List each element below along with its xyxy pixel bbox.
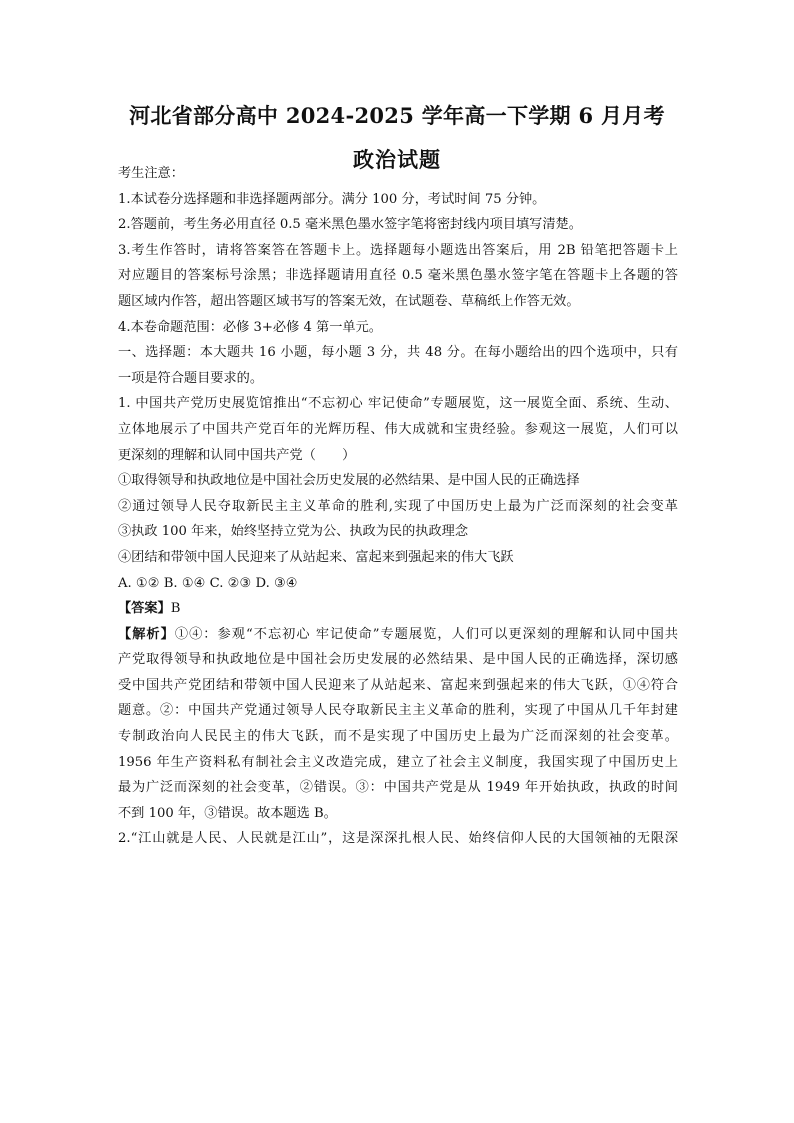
question-1-analysis-line-4: 题意。②：中国共产党通过领导人民夺取新民主主义革命的胜利，实现了中国从几千年封建: [118, 703, 678, 719]
notice-item-1: 1.本试卷分选择题和非选择题两部分。满分 100 分，考试时间 75 分钟。: [118, 191, 546, 207]
question-1-answer: [118, 596, 678, 622]
section-1-instructions-line-1: 一、选择题：本大题共 16 小题，每小题 3 分，共 48 分。在每小题给出的四个选项中，只有: [118, 345, 678, 361]
question-1-option-3: ③执政 100 年来，始终坚持立党为公、执政为民的执政理念: [118, 524, 469, 540]
question-1-option-2: ②通过领导人民夺取新民主主义革命的胜利,实现了中国历史上最为广泛而深刻的社会变革: [118, 498, 678, 514]
question-1-stem-line-1: 1. 中国共产党历史展览馆推出“不忘初心 牢记使命”专题展览，这一展览全面、系统、生动、: [118, 396, 678, 412]
question-1-stem-line-3: 更深刻的理解和认同中国共产党（ ）: [118, 447, 356, 463]
notice-item-4: 4.本卷命题范围：必修 3+必修 4 第一单元。: [118, 319, 382, 335]
question-1-analysis-line-7: 最为广泛而深刻的社会变革，②错误。③：中国共产党是从 1949 年开始执政，执政的时间: [118, 780, 678, 796]
notice-heading: 考生注意：: [118, 166, 184, 181]
exam-subtitle: 政治试题: [353, 147, 441, 172]
question-1-analysis-line-2: 产党取得领导和执政地位是中国社会历史发展的必然结果、是中国人民的正确选择，深切感: [118, 652, 678, 668]
question-1-analysis-line-8: 不到 100 年，③错误。故本题选 B。: [118, 805, 337, 821]
question-1-analysis-line-3: 受中国共产党团结和带领中国人民迎来了从站起来、富起来到强起来的伟大飞跃，①④符合: [118, 677, 678, 693]
notice-item-3-line-1: 3.考生作答时，请将答案答在答题卡上。选择题每小题选出答案后，用 2B 铅笔把答题卡上: [118, 242, 678, 258]
question-1-choices: A. ①② B. ①④ C. ②③ D. ③④: [118, 575, 298, 591]
notice-item-3-line-3: 题区域内作答，超出答题区域书写的答案无效，在试题卷、草稿纸上作答无效。: [118, 293, 580, 309]
question-1-option-1: ①取得领导和执政地位是中国社会历史发展的必然结果、是中国人民的正确选择: [118, 473, 580, 489]
section-1-instructions-line-2: 一项是符合题目要求的。: [118, 370, 264, 386]
question-1-analysis-line-6: 1956 年生产资料私有制社会主义改造完成，建立了社会主义制度，我国实现了中国历史上: [118, 754, 678, 770]
question-1-option-4: ④团结和带领中国人民迎来了从站起来、富起来到强起来的伟大飞跃: [118, 549, 514, 565]
analysis-text: ①④：参观“不忘初心 牢记使命”专题展览，人们可以更深刻的理解和认同中国共: [174, 626, 678, 642]
answer-label: 【答案】: [118, 601, 171, 617]
notice-item-2: 2.答题前，考生务必用直径 0.5 毫米黑色墨水签字笔将密封线内项目填写清楚。: [118, 217, 582, 233]
answer-value: B: [170, 601, 181, 617]
notice-item-3-line-2: 对应题目的答案标号涂黑；非选择题请用直径 0.5 毫米黑色墨水签字笔在答题卡上各题的答: [118, 268, 678, 284]
question-1-analysis-line-5: 专制政治向人民民主的伟大飞跃，而不是实现了中国历史上最为广泛而深刻的社会变革。: [118, 729, 678, 745]
analysis-label: 【解析】: [118, 626, 175, 642]
question-1-analysis-line-1: [118, 622, 678, 648]
question-2-stem-line-1: 2.“江山就是人民、人民就是江山”，这是深深扎根人民、始终信仰人民的大国领袖的无限深: [118, 831, 678, 847]
exam-body: [118, 161, 678, 852]
question-1-stem-line-2: 立体地展示了中国共产党百年的光辉历程、伟大成就和宝贵经验。参观这一展览，人们可以: [118, 421, 678, 437]
exam-title: 河北省部分高中 2024-2025 学年高一下学期 6 月月考: [129, 103, 665, 128]
